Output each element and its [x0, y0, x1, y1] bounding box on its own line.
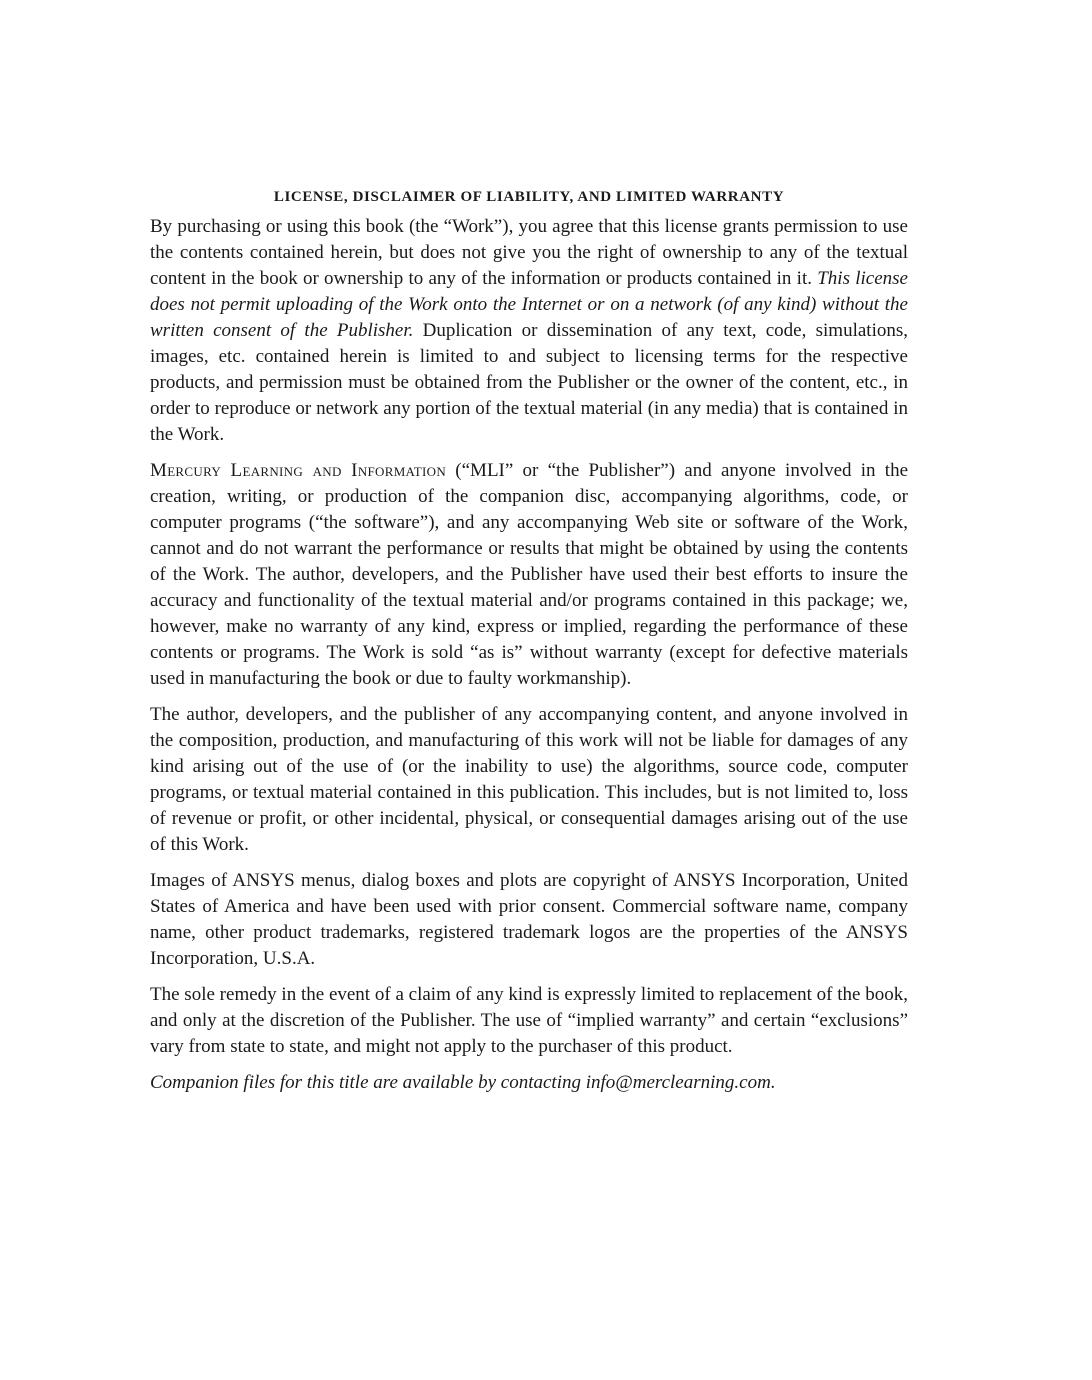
license-italic-notice: This license does not permit uploading of the Work onto the Internet or on a network (of any kind) without the written consent of the Publisher. [150, 268, 908, 341]
paragraph-disclaimer [150, 458, 908, 692]
paragraph-ansys-copyright: Images of ANSYS menus, dialog boxes and plots are copyright of ANSYS Incorporation, United States of America and have been used with prior consent. Commercial software name, company name, other product trademarks, registered trademark logos are the properties of the ANSYS Incorporation, U.S.A. [150, 870, 908, 969]
license-page [150, 186, 908, 1106]
page-title: LICENSE, DISCLAIMER OF LIABILITY, AND LIMITED WARRANTY [273, 189, 785, 205]
paragraph-companion-files: Companion files for this title are available by contacting info@merclearning.com. [150, 1072, 776, 1093]
license-text-end: Duplication or dissemination of any text, code, simulations, images, etc. contained herein is limited to and subject to licensing terms for the respective products, and permission must be obtained from the Publisher or the owner of the content, etc., in order to reproduce or network any portion of the textual material (in any media) that is contained in the Work. [150, 320, 908, 445]
paragraph-sole-remedy: The sole remedy in the event of a claim of any kind is expressly limited to replacement of the book, and only at the discretion of the Publisher. The use of “implied warranty” and certain “exclusions” vary from state to state, and might not apply to the purchaser of this product. [150, 984, 908, 1057]
publisher-name: Mercury Learning and Information [150, 460, 447, 481]
disclaimer-text: (“MLI” or “the Publisher”) and anyone involved in the creation, writing, or production of the companion disc, accompanying algorithms, code, or computer programs (“the software”), and any accompanying Web site or software of the Work, cannot and do not warrant the performance or results that might be obtained by using the contents of the Work. The author, developers, and the Publisher have used their best efforts to insure the accuracy and functionality of the textual material and/or programs contained in this package; we, however, make no warranty of any kind, express or implied, regarding the performance of these contents or programs. The Work is sold “as is” without warranty (except for defective materials used in manufacturing the book or due to faulty workmanship). [150, 460, 909, 689]
paragraph-license [150, 214, 908, 448]
license-text-start: By purchasing or using this book (the “Work”), you agree that this license grants permission to use the contents contained herein, but does not give you the right of ownership to any of the textual content in the book or ownership to any of the information or products contained in it. [150, 216, 908, 289]
paragraph-liability: The author, developers, and the publisher of any accompanying content, and anyone involved in the composition, production, and manufacturing of this work will not be liable for damages of any kind arising out of the use of (or the inability to use) the algorithms, source code, computer programs, or textual material contained in this publication. This includes, but is not limited to, loss of revenue or profit, or other incidental, physical, or consequential damages arising out of the use of this Work. [150, 704, 908, 855]
